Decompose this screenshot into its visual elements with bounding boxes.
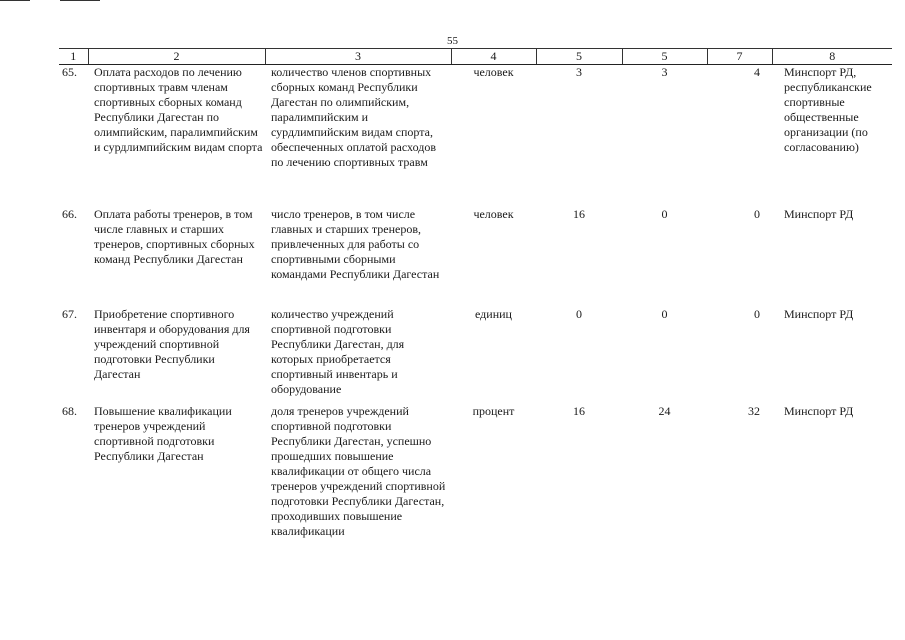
value-col-5: 3 [576, 65, 582, 79]
value-col-6: 0 [661, 307, 668, 321]
column-header: 5 [536, 49, 622, 65]
row-number: 68. [62, 404, 77, 418]
measures-table [59, 48, 892, 564]
column-header: 8 [772, 49, 892, 65]
row-number: 66. [62, 207, 77, 221]
table-row [59, 404, 892, 564]
table-row [59, 65, 892, 208]
column-header: 4 [451, 49, 536, 65]
measure-name: Приобретение спортивного инвентаря и оборудования для учреждений спортивной подготовки Республики Дагестан [94, 307, 250, 381]
scan-edge-line-left [0, 0, 30, 1]
row-number: 67. [62, 307, 77, 321]
value-col-7: 0 [754, 207, 760, 221]
unit-of-measure: единиц [475, 307, 512, 321]
measure-name: Повышение квалификации тренеров учреждений спортивной подготовки Республики Дагестан [94, 404, 232, 463]
column-header: 1 [59, 49, 88, 65]
executor: Минспорт РД [784, 404, 854, 418]
table-row [59, 207, 892, 307]
indicator-name: количество членов спортивных сборных команд Республики Дагестан по олимпийским, паралимпийским и сурдлимпийским видам спорта, обеспеченных оплатой расходов по лечению спортивных травм [271, 65, 437, 169]
column-number-header-row [59, 49, 892, 65]
measure-name: Оплата расходов по лечению спортивных травм членам спортивных сборных команд Республики Дагестан по олимпийским, паралимпийским и сурдлимпийским видам спорта [94, 65, 263, 154]
table-row [59, 307, 892, 404]
indicator-name: доля тренеров учреждений спортивной подготовки Республики Дагестан, успешно прошедших повышение квалификации от общего числа тренеров учреждений спортивной подготовки Республики Дагестан, проходивших повышение квалификации [271, 404, 446, 538]
unit-of-measure: человек [473, 207, 514, 221]
column-header: 5 [622, 49, 707, 65]
row-number: 65. [62, 65, 77, 79]
value-col-6: 0 [661, 207, 668, 221]
value-col-7: 0 [754, 307, 760, 321]
unit-of-measure: процент [472, 404, 515, 418]
value-col-7: 4 [754, 65, 760, 79]
column-header: 3 [265, 49, 451, 65]
page-number: 55 [447, 35, 458, 47]
scan-edge-line-mid [60, 0, 100, 1]
value-col-6: 3 [661, 65, 668, 79]
value-col-5: 16 [573, 207, 585, 221]
executor: Минспорт РД, республиканские спортивные общественные организации (по согласованию) [784, 65, 872, 154]
value-col-7: 32 [748, 404, 760, 418]
column-header: 2 [88, 49, 265, 65]
indicator-name: количество учреждений спортивной подготовки Республики Дагестан, для которых приобретается спортивный инвентарь и оборудование [271, 307, 405, 396]
measure-name: Оплата работы тренеров, в том числе главных и старших тренеров, спортивных сборных команд Республики Дагестан [94, 207, 255, 266]
value-col-5: 0 [576, 307, 582, 321]
indicator-name: число тренеров, в том числе главных и старших тренеров, привлеченных для работы со спортивными сборными командами Республики Дагестан [271, 207, 440, 281]
value-col-6: 24 [658, 404, 671, 418]
executor: Минспорт РД [784, 307, 854, 321]
value-col-5: 16 [573, 404, 585, 418]
unit-of-measure: человек [473, 65, 514, 79]
executor: Минспорт РД [784, 207, 854, 221]
column-header: 7 [707, 49, 772, 65]
